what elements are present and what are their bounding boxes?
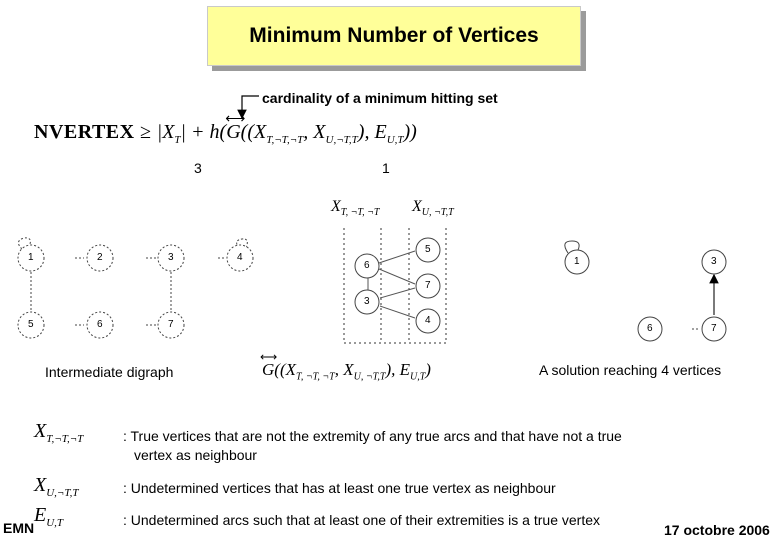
left-nodes bbox=[18, 245, 253, 338]
caption-text-2: , X bbox=[334, 360, 354, 379]
middle-header-right-sub: U, ¬T,T bbox=[421, 207, 454, 219]
left-node-7-label: 7 bbox=[168, 319, 174, 330]
left-node-6-label: 6 bbox=[97, 319, 103, 330]
formula-geq: ≥ bbox=[140, 121, 152, 143]
formula-close: )) bbox=[403, 121, 417, 143]
legend-symbol-1-letter: X bbox=[34, 420, 47, 442]
edge-6-5 bbox=[379, 251, 415, 263]
left-node-2-label: 2 bbox=[97, 252, 103, 263]
legend-symbol-1 bbox=[34, 420, 83, 445]
caption-solution: A solution reaching 4 vertices bbox=[539, 362, 722, 378]
caption-G-letter: G bbox=[262, 360, 275, 379]
left-node-4-label: 4 bbox=[237, 252, 243, 263]
caption-text-4: ) bbox=[425, 360, 431, 379]
middle-header-right-symbol: X bbox=[412, 198, 422, 215]
left-graph bbox=[18, 238, 247, 325]
legend-text-1-cont: vertex as neighbour bbox=[134, 447, 257, 463]
hitting-set-annotation: cardinality of a minimum hitting set bbox=[262, 90, 498, 106]
formula-mid: , X bbox=[303, 121, 326, 143]
left-node-5-label: 5 bbox=[28, 319, 34, 330]
edge-3-7 bbox=[380, 288, 415, 298]
caption-text-1: ((X bbox=[274, 360, 296, 379]
legend-symbol-2-letter: X bbox=[34, 474, 47, 496]
footer-date: 17 octobre 2006 bbox=[664, 522, 770, 538]
right-node-1-label: 1 bbox=[574, 256, 580, 267]
right-nodes bbox=[565, 250, 726, 341]
legend-symbol-3-letter: E bbox=[34, 504, 47, 526]
middle-header-left-sub: T, ¬T, ¬T bbox=[340, 207, 380, 219]
legend-symbol-3-sub: U,T bbox=[46, 517, 64, 529]
caption-intermediate-digraph: Intermediate digraph bbox=[45, 364, 174, 380]
legend-text-2: : Undetermined vertices that has at least one true vertex as neighbour bbox=[123, 480, 556, 496]
footer-left: EMN bbox=[3, 520, 35, 536]
formula-term1-sub: T bbox=[174, 134, 181, 146]
annotation-arrow bbox=[242, 96, 259, 118]
right-graph bbox=[565, 241, 726, 341]
caption-G bbox=[260, 350, 278, 379]
formula-end-sub: U,T bbox=[386, 134, 404, 146]
formula-mid-sub: U,¬T,T bbox=[325, 134, 358, 146]
right-node-3-label: 3 bbox=[711, 256, 717, 267]
formula-args: ((X bbox=[240, 121, 267, 143]
formula-args-sub: T,¬T,¬T bbox=[266, 134, 304, 146]
right-node-7-label: 7 bbox=[711, 323, 717, 334]
legend-symbol-2 bbox=[34, 474, 79, 499]
mid-node-4-label: 4 bbox=[425, 315, 431, 326]
caption-middle bbox=[260, 350, 431, 383]
edge-6-7 bbox=[379, 269, 415, 284]
legend-text-3: : Undetermined arcs such that at least one of their extremities is a true vertex bbox=[123, 512, 600, 528]
middle-header-left-symbol: X bbox=[331, 198, 341, 215]
caption-sub-3: U,T bbox=[410, 371, 426, 383]
mid-node-6-label: 6 bbox=[364, 260, 370, 271]
mid-node-3-label: 3 bbox=[364, 296, 370, 307]
caption-sub-2: U, ¬T,T bbox=[353, 371, 386, 383]
edge-3-4 bbox=[380, 306, 415, 318]
hitting-set-value: 3 bbox=[194, 160, 202, 176]
formula-end: ), E bbox=[357, 121, 387, 143]
h-value: 1 bbox=[382, 160, 390, 176]
formula-lhs: NVERTEX bbox=[34, 121, 135, 143]
formula-G-letter: G bbox=[226, 121, 241, 143]
legend-symbol-2-sub: U,¬T,T bbox=[46, 487, 79, 499]
formula-term1: |X bbox=[156, 121, 175, 143]
caption-text-3: ), E bbox=[385, 360, 410, 379]
caption-sub-1: T, ¬T, ¬T bbox=[296, 371, 335, 383]
slide-title: Minimum Number of Vertices bbox=[249, 24, 539, 47]
double-arrow-icon: ⟷ bbox=[260, 350, 278, 364]
double-arrow-icon: ⟷ bbox=[225, 112, 246, 127]
left-node-1-label: 1 bbox=[28, 252, 34, 263]
legend-text-1: : True vertices that are not the extremity of any true arcs and that have not a true bbox=[123, 428, 622, 444]
legend-symbol-1-sub: T,¬T,¬T bbox=[46, 433, 84, 445]
right-node-6-label: 6 bbox=[647, 323, 653, 334]
legend-symbol-3 bbox=[34, 504, 63, 529]
mid-node-5-label: 5 bbox=[425, 244, 431, 255]
mid-node-7-label: 7 bbox=[425, 280, 431, 291]
left-node-3-label: 3 bbox=[168, 252, 174, 263]
formula-plus: | + h( bbox=[180, 121, 227, 143]
